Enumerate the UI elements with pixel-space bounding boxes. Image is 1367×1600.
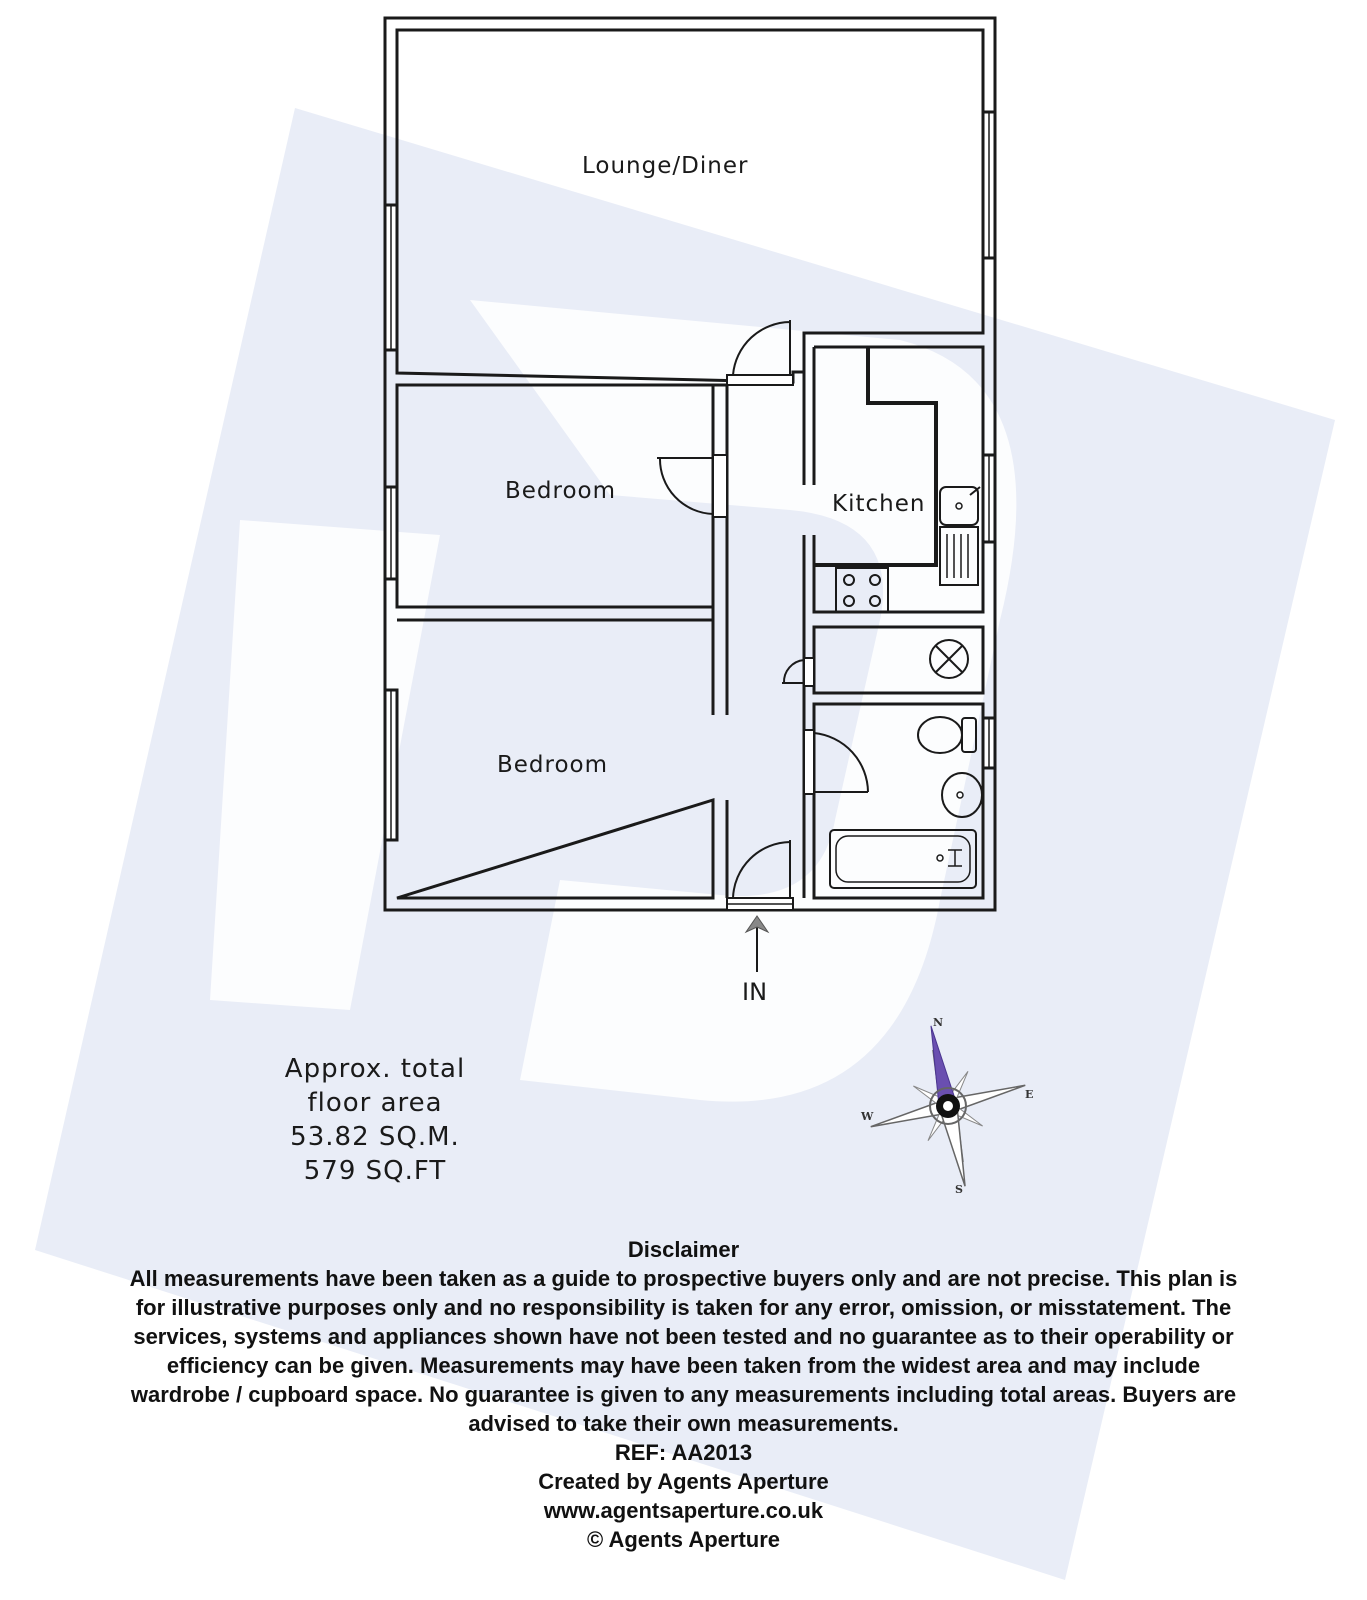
sink-drain: [956, 503, 962, 509]
disclaimer: [20, 1235, 1347, 1554]
hob-ring: [844, 575, 854, 585]
bath: [830, 830, 976, 888]
room-label-kitchen: Kitchen: [832, 491, 926, 517]
hob-ring: [870, 596, 880, 606]
hob-ring: [870, 575, 880, 585]
basin-drain: [957, 792, 963, 798]
bath-inner: [836, 836, 970, 882]
disclaimer-line: efficiency can be given. Measurements may have been taken from the widest area and may include: [166, 1353, 1201, 1378]
boiler-cross: [936, 646, 962, 672]
copyright: © Agents Aperture: [586, 1527, 781, 1552]
bath-taps: [948, 850, 962, 866]
door-front: [727, 840, 793, 910]
cupboard-walls: [814, 627, 983, 693]
disclaimer-line: wardrobe / cupboard space. No guarantee is given to any measurements including total areas. Buyers are: [130, 1382, 1237, 1407]
hob-ring: [844, 596, 854, 606]
compass-rose: [848, 1006, 1048, 1206]
drainer-grooves: [947, 534, 968, 578]
door-lounge: [727, 320, 793, 385]
compass-west: W: [861, 1110, 874, 1123]
toilet-bowl: [918, 717, 962, 753]
room-label-bedroom-2: Bedroom: [497, 752, 609, 778]
floor-area: [250, 1052, 500, 1188]
door-bedroom-1: [657, 455, 727, 517]
disclaimer-line: advised to take their own measurements.: [468, 1411, 899, 1436]
kitchen-walls: [814, 347, 983, 612]
disclaimer-line: for illustrative purposes only and no responsibility is taken for any error, omission, or misstatement. The: [135, 1295, 1232, 1320]
website-link[interactable]: www.agentsaperture.co.uk: [543, 1498, 824, 1523]
compass-north: N: [933, 1016, 944, 1029]
compass-south: S: [955, 1183, 963, 1196]
floor-area-sqft: 579 SQ.FT: [303, 1156, 447, 1186]
created-by: Created by Agents Aperture: [538, 1469, 829, 1494]
room-label-bedroom-1: Bedroom: [505, 478, 617, 504]
toilet-cistern: [962, 718, 976, 752]
disclaimer-line: All measurements have been taken as a guide to prospective buyers only and are not precise. This plan is: [129, 1266, 1238, 1291]
bathroom-walls: [814, 704, 983, 898]
floor-area-line-1: Approx. total: [284, 1054, 466, 1084]
basin: [942, 773, 982, 817]
outer-wall-outer: [385, 18, 995, 910]
door-cupboard: [782, 658, 814, 686]
door-bathroom: [804, 730, 868, 794]
disclaimer-title: Disclaimer: [627, 1237, 740, 1262]
reference: REF: AA2013: [614, 1440, 753, 1465]
hob: [836, 568, 888, 612]
room-label-lounge: Lounge/Diner: [582, 153, 749, 179]
compass-east: E: [1025, 1088, 1034, 1101]
floor-area-line-2: floor area: [307, 1088, 443, 1118]
entrance-label: IN: [742, 978, 768, 1006]
disclaimer-line: services, systems and appliances shown have not been tested and no guarantee as to their operability or: [133, 1324, 1234, 1349]
lounge-inner-wall: [397, 30, 983, 382]
kitchen-counter: [814, 347, 936, 565]
entrance-arrow: [746, 916, 768, 972]
bath-drain: [937, 855, 943, 861]
floor-area-sqm: 53.82 SQ.M.: [290, 1122, 460, 1152]
sink-drainer: [940, 527, 978, 585]
